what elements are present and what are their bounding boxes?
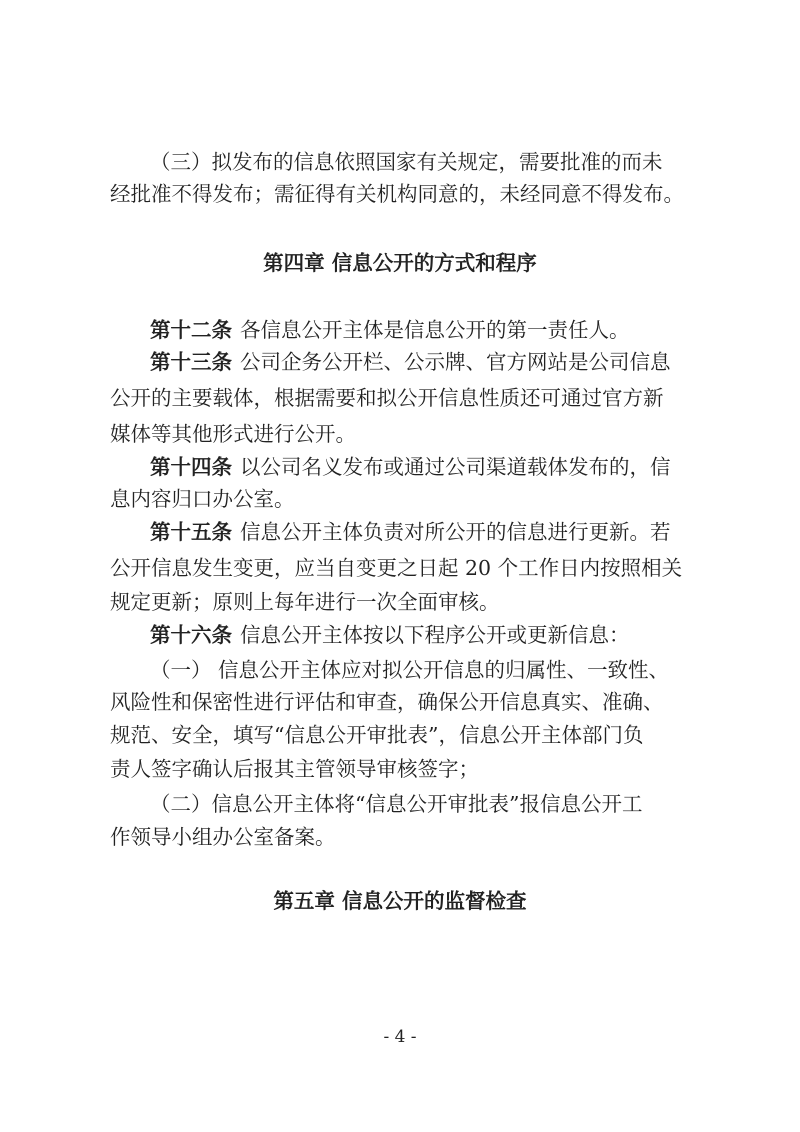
paragraph-line: 责人签字确认后报其主管领导审核签字； [110, 757, 479, 781]
article-label: 第十四条 [150, 455, 232, 479]
article-text: 信息公开主体按以下程序公开或更新信息： [240, 623, 630, 647]
article-text: 信息公开主体负责对所公开的信息进行更新。若 [240, 520, 671, 544]
chapter-heading: 第四章 信息公开的方式和程序 [263, 251, 537, 275]
article-12 [150, 318, 700, 342]
paragraph-line: （三）拟发布的信息依照国家有关规定，需要批准的而未 [150, 150, 663, 174]
paragraph-line: 息内容归口办公室。 [110, 487, 295, 511]
article-text: 各信息公开主体是信息公开的第一责任人。 [240, 318, 630, 342]
paragraph-line: 风险性和保密性进行评估和审查，确保公开信息真实、准确、 [110, 690, 664, 714]
article-label: 第十二条 [150, 318, 232, 342]
paragraph-line: 作领导小组办公室备案。 [110, 825, 336, 849]
article-16 [150, 623, 700, 647]
paragraph-line: 公开信息发生变更，应当自变更之日起 20 个工作日内按照相关 [110, 556, 683, 580]
article-text: 公司企务公开栏、公示牌、官方网站是公司信息 [240, 350, 671, 374]
paragraph-line: 规定更新；原则上每年进行一次全面审核。 [110, 590, 500, 614]
paragraph-line: 媒体等其他形式进行公开。 [110, 422, 356, 446]
article-15 [150, 520, 700, 544]
article-label: 第十六条 [150, 623, 232, 647]
paragraph-line: 经批准不得发布；需征得有关机构同意的，未经同意不得发布。 [110, 182, 684, 206]
page-number: - 4 - [383, 1027, 417, 1047]
chapter-heading: 第五章 信息公开的监督检查 [273, 889, 527, 913]
article-14 [150, 455, 700, 479]
article-13 [150, 350, 700, 374]
paragraph-line: 规范、安全，填写“信息公开审批表”，信息公开主体部门负 [110, 723, 644, 747]
paragraph-line: 公开的主要载体，根据需要和拟公开信息性质还可通过官方新 [110, 386, 664, 410]
paragraph-line: （一） 信息公开主体应对拟公开信息的归属性、一致性、 [150, 658, 670, 682]
article-label: 第十三条 [150, 350, 232, 374]
article-text: 以公司名义发布或通过公司渠道载体发布的，信 [240, 455, 671, 479]
paragraph-line: （二）信息公开主体将“信息公开审批表”报信息公开工 [150, 792, 643, 816]
article-label: 第十五条 [150, 520, 232, 544]
